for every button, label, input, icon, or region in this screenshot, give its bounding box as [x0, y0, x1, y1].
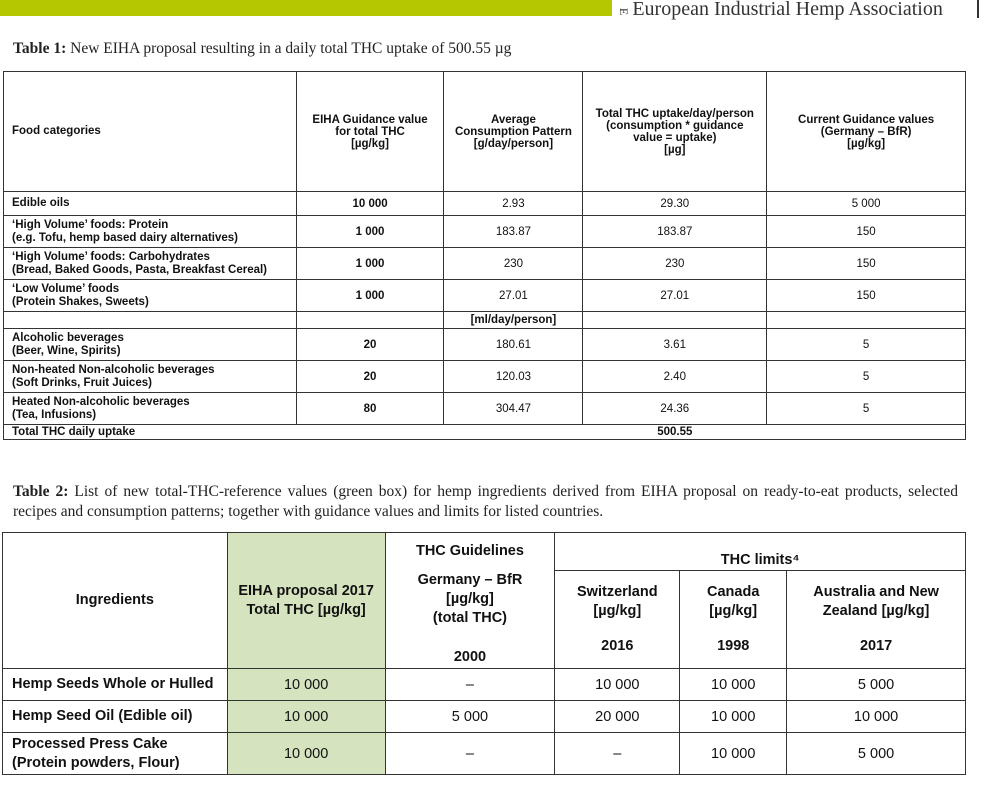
canada-cell: 10 000 — [680, 701, 787, 733]
germany-cell: 5 000 — [385, 701, 555, 733]
food-category-cell: Heated Non-alcoholic beverages (Tea, Infusions) — [4, 393, 297, 425]
table-row — [4, 361, 966, 393]
australia-cell: 10 000 — [787, 701, 966, 733]
germany-cell: – — [385, 669, 555, 701]
food-category-cell: ‘Low Volume’ foods (Protein Shakes, Sweets) — [4, 280, 297, 312]
unit-row-empty — [296, 312, 444, 329]
consumption-cell: 180.61 — [444, 329, 583, 361]
canada-cell: 10 000 — [680, 733, 787, 775]
germany-cell: – — [385, 733, 555, 775]
ingredient-cell: Hemp Seed Oil (Edible oil) — [3, 701, 228, 733]
current-guidance-cell: 5 — [767, 329, 966, 361]
table2-caption-label: Table 2: — [13, 483, 69, 500]
header-brand — [617, 0, 943, 21]
australia-cell: 5 000 — [787, 733, 966, 775]
header-total-uptake: Total THC uptake/day/person (consumption * guidance value = uptake) [µg] — [583, 72, 767, 192]
eiha-logo-icon: E — [617, 7, 632, 16]
eiha-proposal-cell: 10 000 — [227, 733, 385, 775]
uptake-cell: 27.01 — [583, 280, 767, 312]
uptake-cell: 24.36 — [583, 393, 767, 425]
total-label: Total THC daily uptake — [4, 425, 297, 440]
table-row — [4, 216, 966, 248]
consumption-cell: 2.93 — [444, 192, 583, 216]
ingredient-cell: Processed Press Cake (Protein powders, Flour) — [3, 733, 228, 775]
total-value: 500.55 — [583, 425, 767, 440]
switzerland-cell: 20 000 — [555, 701, 680, 733]
total-empty — [767, 425, 966, 440]
unit-row-empty — [767, 312, 966, 329]
eiha-value-cell: 1 000 — [296, 216, 444, 248]
food-category-cell: Edible oils — [4, 192, 297, 216]
header-food-categories: Food categories — [4, 72, 297, 192]
table2-caption-text: List of new total-THC-reference values (green box) for hemp ingredients derived from EIHA proposal on ready-to-eat products, selected recipes and consumption patterns; together with guidance values and limits for listed countries. — [13, 483, 958, 520]
thc-uptake-table — [3, 71, 966, 440]
table1-caption-text: New EIHA proposal resulting in a daily total THC uptake of 500.55 µg — [66, 40, 512, 57]
total-empty — [296, 425, 444, 440]
header-canada: Canada [µg/kg] 1998 — [680, 571, 787, 669]
table-row — [4, 329, 966, 361]
current-guidance-cell: 150 — [767, 280, 966, 312]
table-row — [4, 393, 966, 425]
switzerland-cell: 10 000 — [555, 669, 680, 701]
consumption-cell: 120.03 — [444, 361, 583, 393]
total-row — [4, 425, 966, 440]
table-row — [3, 669, 966, 701]
eiha-value-cell: 20 — [296, 361, 444, 393]
current-guidance-cell: 150 — [767, 248, 966, 280]
consumption-cell: 230 — [444, 248, 583, 280]
current-guidance-cell: 5 — [767, 393, 966, 425]
unit-row-empty — [583, 312, 767, 329]
table-row — [4, 192, 966, 216]
switzerland-cell: – — [555, 733, 680, 775]
unit-row-empty — [4, 312, 297, 329]
food-category-cell: Non-heated Non-alcoholic beverages (Soft Drinks, Fruit Juices) — [4, 361, 297, 393]
table-row — [4, 248, 966, 280]
unit-row — [4, 312, 966, 329]
table2-header-row-top — [3, 533, 966, 571]
uptake-cell: 2.40 — [583, 361, 767, 393]
header-eiha-proposal: EIHA proposal 2017 Total THC [µg/kg] — [227, 533, 385, 669]
consumption-cell: 183.87 — [444, 216, 583, 248]
table-row — [4, 280, 966, 312]
table-row — [3, 733, 966, 775]
table1-caption-label: Table 1: — [13, 40, 67, 57]
top-accent-bar — [0, 0, 612, 16]
header-eiha-guidance: EIHA Guidance value for total THC [µg/kg] — [296, 72, 444, 192]
header-thc-limits: THC limits⁴ — [555, 533, 966, 571]
brand-name: European Industrial Hemp Association — [632, 0, 943, 20]
eiha-value-cell: 20 — [296, 329, 444, 361]
uptake-cell: 29.30 — [583, 192, 767, 216]
eiha-value-cell: 1 000 — [296, 248, 444, 280]
canada-cell: 10 000 — [680, 669, 787, 701]
eiha-value-cell: 80 — [296, 393, 444, 425]
uptake-cell: 183.87 — [583, 216, 767, 248]
unit-ml-day-person: [ml/day/person] — [444, 312, 583, 329]
ingredient-cell: Hemp Seeds Whole or Hulled — [3, 669, 228, 701]
header-thc-guidelines: THC Guidelines — [385, 533, 555, 571]
header-switzerland: Switzerland [µg/kg] 2016 — [555, 571, 680, 669]
eiha-value-cell: 1 000 — [296, 280, 444, 312]
consumption-cell: 304.47 — [444, 393, 583, 425]
header-current-guidance: Current Guidance values (Germany – BfR) [µg/kg] — [767, 72, 966, 192]
current-guidance-cell: 5 000 — [767, 192, 966, 216]
header-consumption-pattern: Average Consumption Pattern [g/day/person] — [444, 72, 583, 192]
table1-caption — [13, 40, 511, 58]
eiha-proposal-cell: 10 000 — [227, 669, 385, 701]
food-category-cell: Alcoholic beverages (Beer, Wine, Spirits) — [4, 329, 297, 361]
total-empty — [444, 425, 583, 440]
uptake-cell: 230 — [583, 248, 767, 280]
table1-header-row — [4, 72, 966, 192]
current-guidance-cell: 150 — [767, 216, 966, 248]
food-category-cell: ‘High Volume’ foods: Protein (e.g. Tofu, hemp based dairy alternatives) — [4, 216, 297, 248]
header-germany-bfr: Germany – BfR [µg/kg] (total THC) 2000 — [385, 571, 555, 669]
header-ingredients: Ingredients — [3, 533, 228, 669]
header-australia-nz: Australia and New Zealand [µg/kg] 2017 — [787, 571, 966, 669]
thc-reference-table — [2, 532, 966, 775]
header-rule — [977, 0, 979, 18]
australia-cell: 5 000 — [787, 669, 966, 701]
table2-caption — [13, 482, 958, 522]
eiha-value-cell: 10 000 — [296, 192, 444, 216]
consumption-cell: 27.01 — [444, 280, 583, 312]
current-guidance-cell: 5 — [767, 361, 966, 393]
food-category-cell: ‘High Volume’ foods: Carbohydrates (Bread, Baked Goods, Pasta, Breakfast Cereal) — [4, 248, 297, 280]
eiha-proposal-cell: 10 000 — [227, 701, 385, 733]
uptake-cell: 3.61 — [583, 329, 767, 361]
table-row — [3, 701, 966, 733]
